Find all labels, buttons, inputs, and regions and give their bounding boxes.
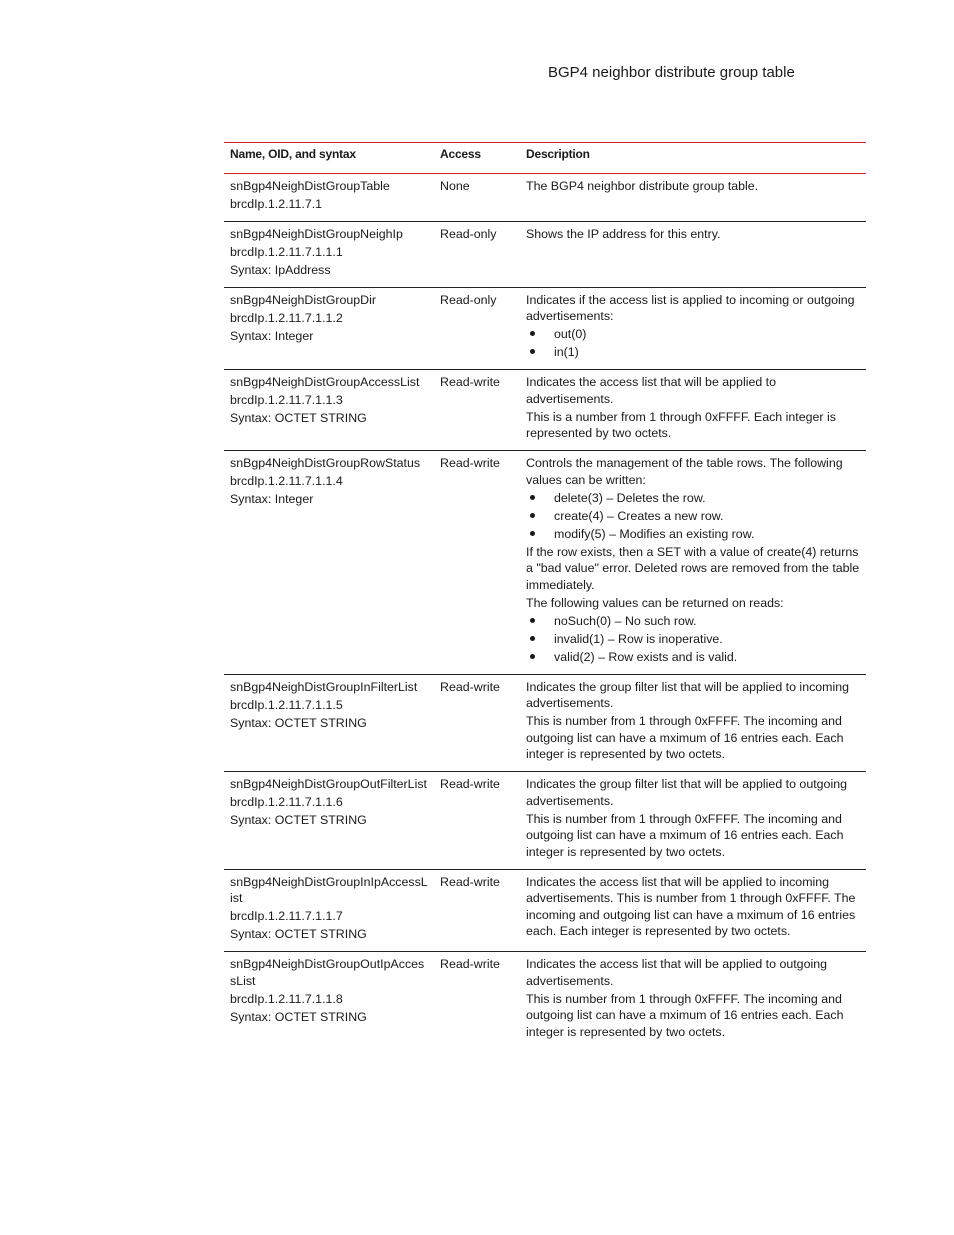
cell-access: Read-write [440, 957, 500, 971]
description-paragraph: This is number from 1 through 0xFFFF. The incoming and outgoing list can have a mximum of 16 entries each. Each integer is represented by two octets. [526, 811, 844, 859]
object-name: snBgp4NeighDistGroupInIpAccessList [230, 874, 428, 905]
bullet-item: create(4) – Creates a new row. [526, 508, 860, 525]
object-oid: brcdIp.1.2.11.7.1.1.3 [230, 393, 343, 407]
bullet-item: in(1) [526, 344, 860, 361]
description-paragraph: Indicates if the access list is applied to incoming or outgoing advertisements: [526, 292, 855, 323]
cell-name-oid-syntax [224, 952, 434, 1049]
description-paragraph: Indicates the access list that will be applied to outgoing advertisements. [526, 957, 827, 988]
cell-access: Read-write [440, 679, 500, 694]
cell-access: Read-only [440, 292, 497, 307]
object-syntax: Syntax: OCTET STRING [230, 411, 367, 425]
bullet-item: invalid(1) – Row is inoperative. [526, 631, 860, 648]
table-row [224, 287, 866, 370]
cell-description [520, 451, 866, 675]
object-oid: brcdIp.1.2.11.7.1.1.4 [230, 474, 343, 488]
description-paragraph: Indicates the access list that will be applied to advertisements. [526, 375, 777, 406]
description-paragraph: Shows the IP address for this entry. [526, 226, 721, 241]
object-name: snBgp4NeighDistGroupInFilterList [230, 679, 418, 694]
cell-description [520, 173, 866, 221]
object-name: snBgp4NeighDistGroupOutFilterList [230, 777, 427, 791]
bullet-item: noSuch(0) – No such row. [526, 613, 860, 630]
cell-description [520, 869, 866, 952]
object-syntax: Syntax: OCTET STRING [230, 813, 367, 827]
table-row [224, 370, 866, 451]
cell-description [520, 287, 866, 370]
object-syntax: Syntax: Integer [230, 492, 314, 506]
description-paragraph: If the row exists, then a SET with a value of create(4) returns a "bad value" error. Deleted rows are removed from the table immediately. [526, 544, 860, 592]
cell-name-oid-syntax [224, 674, 434, 772]
object-name: snBgp4NeighDistGroupRowStatus [230, 456, 421, 470]
description-paragraph: Controls the management of the table rows. The following values can be written: [526, 456, 843, 487]
object-syntax: Syntax: OCTET STRING [230, 927, 367, 941]
cell-access: Read-write [440, 456, 500, 470]
object-syntax: Syntax: OCTET STRING [230, 715, 367, 730]
object-oid: brcdIp.1.2.11.7.1.1.5 [230, 697, 343, 712]
description-paragraph: The following values can be returned on reads: [526, 595, 784, 610]
description-paragraph: Indicates the group filter list that will be applied to outgoing advertisements. [526, 777, 847, 808]
cell-name-oid-syntax [224, 173, 434, 221]
description-paragraph: This is a number from 1 through 0xFFFF. Each integer is represented by two octets. [526, 409, 836, 440]
object-oid: brcdIp.1.2.11.7.1.1.2 [230, 310, 343, 325]
table-row [224, 772, 866, 870]
column-header-name: Name, OID, and syntax [230, 147, 356, 161]
object-oid: brcdIp.1.2.11.7.1.1.8 [230, 991, 343, 1006]
cell-access: Read-write [440, 874, 500, 889]
bullet-item: modify(5) – Modifies an existing row. [526, 526, 860, 543]
object-name: snBgp4NeighDistGroupAccessList [230, 375, 420, 389]
mib-object-table [224, 142, 866, 1049]
description-paragraph: This is number from 1 through 0xFFFF. The incoming and outgoing list can have a mximum of 16 entries each. Each integer is represented by two octets. [526, 991, 844, 1039]
object-syntax: Syntax: Integer [230, 328, 314, 343]
table-row [224, 451, 866, 675]
table-row [224, 952, 866, 1049]
table-row [224, 674, 866, 772]
cell-access: Read-write [440, 375, 500, 389]
column-header-access: Access [440, 147, 481, 161]
cell-name-oid-syntax [224, 370, 434, 451]
bullet-item: delete(3) – Deletes the row. [526, 490, 860, 507]
table-row [224, 173, 866, 221]
description-paragraph: The BGP4 neighbor distribute group table. [526, 178, 759, 193]
bullet-item: valid(2) – Row exists and is valid. [526, 649, 860, 666]
description-paragraph: This is number from 1 through 0xFFFF. The incoming and outgoing list can have a mximum of 16 entries each. Each integer is represented by two octets. [526, 714, 844, 761]
cell-description [520, 674, 866, 772]
column-header-description: Description [526, 147, 590, 161]
object-syntax: Syntax: IpAddress [230, 262, 331, 277]
cell-name-oid-syntax [224, 221, 434, 287]
description-paragraph: Indicates the access list that will be applied to incoming advertisements. This is number from 1 through 0xFFFF. The incoming and outgoing list can have a mximum of 16 entries each. Each integer is represented by two octets. [526, 874, 856, 938]
description-paragraph: Indicates the group filter list that will be applied to incoming advertisements. [526, 679, 850, 710]
object-name: snBgp4NeighDistGroupTable [230, 178, 390, 193]
cell-name-oid-syntax [224, 451, 434, 675]
object-oid: brcdIp.1.2.11.7.1.1.6 [230, 795, 343, 809]
cell-access: Read-only [440, 226, 497, 241]
cell-description [520, 370, 866, 451]
object-oid: brcdIp.1.2.11.7.1 [230, 196, 323, 211]
object-name: snBgp4NeighDistGroupOutIpAccessList [230, 957, 425, 988]
running-head-title: BGP4 neighbor distribute group table [548, 64, 795, 81]
cell-access: Read-write [440, 777, 500, 791]
table-row [224, 221, 866, 287]
object-oid: brcdIp.1.2.11.7.1.1.7 [230, 909, 343, 923]
cell-description [520, 772, 866, 870]
bullet-item: out(0) [526, 326, 860, 343]
object-syntax: Syntax: OCTET STRING [230, 1009, 367, 1024]
table-header-row [224, 143, 866, 174]
object-oid: brcdIp.1.2.11.7.1.1.1 [230, 244, 343, 259]
object-name: snBgp4NeighDistGroupNeighIp [230, 226, 403, 241]
object-name: snBgp4NeighDistGroupDir [230, 292, 377, 307]
cell-name-oid-syntax [224, 869, 434, 952]
cell-name-oid-syntax [224, 772, 434, 870]
cell-description [520, 221, 866, 287]
cell-access: None [440, 178, 470, 193]
cell-name-oid-syntax [224, 287, 434, 370]
cell-description [520, 952, 866, 1049]
table-row [224, 869, 866, 952]
